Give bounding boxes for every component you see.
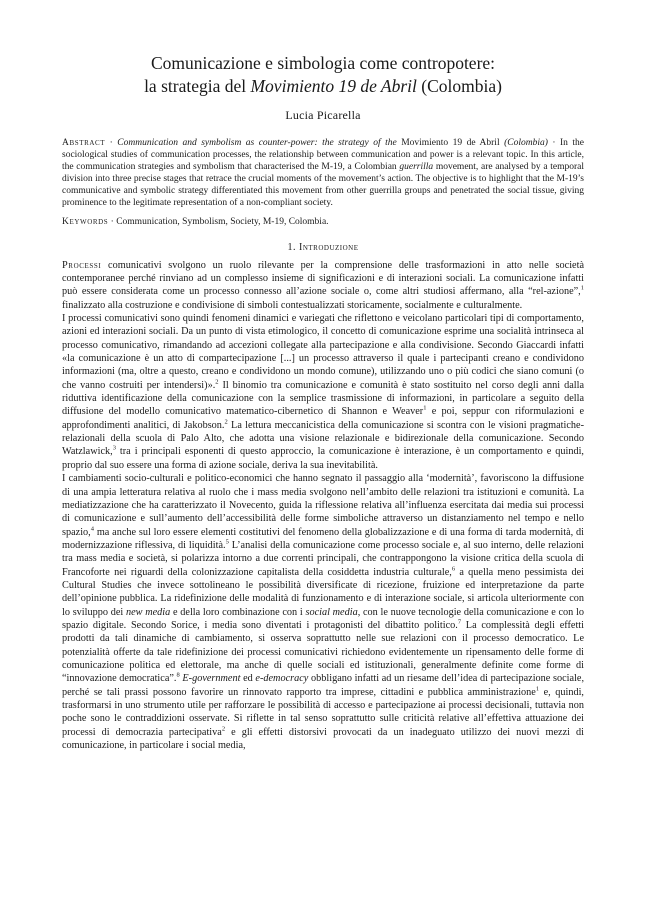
text-run: e, quindi, trasformarsi in uno strumento utile per rafforzare le possibilità di accesso e partecipazione ai processi decisionali, tuttavia non poche sono le contraddizioni osservate. Si riflette in tal senso soprattutto sulle criticità relative all’effettiva attuazione dei processi di democrazia partecipativa — [62, 686, 584, 738]
text-run: ed — [240, 673, 256, 685]
abstract-text-a: · In the sociological studies of communication processes, the relationship between communication and power is a relevant topic. In this article, the communication strategies and symbolism that characterised the M-19, a Colombian — [62, 138, 585, 173]
author-name: Lucia Picarella — [285, 108, 361, 122]
text-run: La complessità degli effetti prodotti da tali dinamiche di cambiamento, si osserva soprattutto nelle sue relazioni con il processo democratico. Le potenzialità offerte da tale ridefinizione dei processi comunicativi richiedono evidentemente un ripensamento delle forme di comunicazione politica ed elettorale, ma anche di quelle sociali ed istituzionali, generalmente definite come forme di “innovazione democratica”. — [62, 619, 584, 685]
section-heading: 1. Introduzione — [287, 241, 359, 253]
abstract-text-italic: guerrilla — [399, 162, 434, 173]
text-run: I processi comunicativi sono quindi fenomeni dinamici e variegati che riflettono e veicolano particolari tipi di comportamento, azioni ed interazioni sociali. Da un punto di vista etimologico, il concetto di comunicazione esprime una socialità intrinseca al processo comunicativo, rimandando ad accezioni collegate alla partecipazione e alla condivisione. Secondo Giaccardi infatti «la comunicazione è un atto di compartecipazione [...] un processo attraverso il quale i partecipanti creano e condividono informazioni (ma, oltre a questo, creano e condividono un mondo comune), utilizzando uno o più codici che siano comuni (o che vanno costruiti per intendersi)». — [62, 313, 584, 391]
text-run: obbligano infatti ad un riesame dell’idea di partecipazione sociale, perché se tali prassi possono favorire un rinnovato rapporto tra imprese, cittadini e pubblica amministrazione — [62, 673, 585, 698]
footnote-ref: 5 — [225, 538, 229, 546]
abstract-label: Abstract — [62, 138, 106, 148]
abstract-title-italic-2: (Colombia) — [504, 138, 548, 148]
text-run: e della loro combinazione con i — [170, 606, 306, 618]
abstract-title-roman: Movimiento 19 de Abril — [396, 138, 505, 148]
text-run: finalizzato alla costruzione e condivisione di simboli contestualizzati storicamente, socialmente e culturalmente. — [62, 299, 523, 311]
abstract-sep: · — [105, 138, 118, 148]
italic-term: e-democracy — [255, 673, 309, 685]
title-line-2-pre: la strategia del — [144, 76, 251, 96]
title-line-1: Comunicazione e simbologia come contropotere: — [150, 53, 496, 73]
footnote-ref: 4 — [90, 525, 94, 533]
footnote-ref: 2 — [221, 725, 226, 733]
paragraph-1 — [62, 259, 584, 312]
text-run: e gli effetti distorsivi provocati da un inadeguato utilizzo dei nuovi mezzi di comunicazione, in particolare i social media, — [62, 726, 584, 752]
text-run: a quella meno pessimista dei Cultural Studies che invece sottolineano le possibilità diversificate di ricezione, fruizione ed interpretazione da parte dell’opinione pubblica. La ridefinizione delle modalità di funzionamento e di interazione sociale, si articola ulteriormente con lo sviluppo dei — [62, 566, 584, 618]
footnote-ref: 3 — [112, 445, 116, 453]
title-line-2-post: (Colombia) — [416, 76, 502, 96]
text-run: ma anche sul loro essere elementi costitutivi del fenomeno della globalizzazione e di una forma di tarda modernità, di modernizzazione riflessiva, di liquidità. — [62, 526, 584, 551]
text-run: La lettura meccanicistica della comunicazione si scontra con le visioni pragmatiche-relazionali della scuola di Palo Alto, che adotta una visione relazionale e bidirezionale della comunicazione. Secondo Watzlawick, — [62, 419, 584, 458]
text-run: L’analisi della comunicazione come processo sociale e, al suo interno, delle relazioni tra mass media e società, si polarizza intorno a due correnti principali, che contrappongono la visione critica della scuola di Francoforte nei riguardi della colonizzazione capitalista della cosiddetta industria culturale, — [62, 539, 584, 578]
keywords-sep: · — [108, 216, 117, 227]
keywords-label: Keywords — [62, 216, 109, 227]
italic-term: new media — [125, 606, 171, 618]
footnote-ref: 6 — [451, 565, 456, 573]
footnote-ref: 8 — [176, 671, 180, 679]
paragraph-lead: Processi — [62, 259, 102, 271]
title-line-2-italic: Movimiento 19 de Abril — [250, 76, 417, 96]
text-run: , con le nuove tecnologie della comunicazione e con lo spazio digitale. Secondo Sorice, i media sono diventati i protagonisti del dibattito politico. — [62, 606, 584, 631]
footnote-ref: 1 — [580, 284, 584, 292]
paragraph-3 — [62, 472, 584, 752]
footnote-ref: 7 — [457, 618, 462, 626]
text-run: comunicativi svolgono un ruolo rilevante per la comprensione delle trasformazioni in atto nelle società contemporanee perché rinviano ad un complesso insieme di significazioni e di interazioni sociali. La comunicazione infatti può essere considerata come un processo connesso all’azione sociale o, come altri studiosi affermano, alla “rel-azione”, — [62, 259, 584, 298]
article-title — [62, 52, 584, 98]
abstract-title-italic: Communication and symbolism as counter-power: the strategy of the — [117, 138, 397, 148]
article-body — [62, 259, 584, 753]
keywords — [62, 216, 584, 228]
text-run: I cambiamenti socio-culturali e politico-economici che hanno segnato il passaggio alla ‘modernità’, favoriscono la diffusione di una ampia letteratura relativa al ruolo che i mass media svolgono nell’ambito delle relazioni tra istituzioni e comunità. La mediatizzazione che ha caratterizzato il Novecento, guida la riflessione relativa all’influenza esercitata dai media sui processi di comunicazione e sull’aumento dell’accessibilità delle forme simboliche attraverso un distanziamento nel tempo e nello spazio, — [62, 473, 584, 538]
footnote-ref: 2 — [215, 378, 219, 386]
italic-term: social media — [305, 606, 358, 618]
abstract-text-b: movement, are analysed by a temporal division into three precise stages that retrace the crucial moments of the movement’s action. The objective is to highlight that the M-19’s communicative and symbolic strategy differentiated this movement from other guerrilla groups and penetrated the social tissue, giving prominence to the legitimate representation of a non-compliant society. — [62, 162, 585, 209]
paragraph-2 — [62, 312, 584, 472]
text-run: e poi, seppur con riformulazioni e approfondimenti analitici, di Jakobson. — [62, 406, 584, 431]
italic-term: E-government — [182, 673, 241, 685]
keywords-text: Communication, Symbolism, Society, M-19, Colombia. — [116, 216, 329, 227]
footnote-ref: 1 — [535, 685, 540, 693]
abstract — [62, 137, 584, 210]
text-run: Il binomio tra comunicazione e comunità è stato sostituito nel corso degli anni dalla riduttiva identificazione della comunicazione con la semplice trasmissione di informazioni, in particolare a seguito della diffusione del modello comunicativo matematico-cibernetico di Shannon e Weaver — [62, 379, 584, 418]
footnote-ref: 2 — [224, 418, 228, 426]
footnote-ref: 1 — [423, 405, 427, 413]
text-run: tra i principali esponenti di questo approccio, la comunicazione è interazione, è un comportamento e quindi, proprio dal suo essere una forma di azione sociale, deriva la sua inevitabilità. — [62, 446, 584, 471]
